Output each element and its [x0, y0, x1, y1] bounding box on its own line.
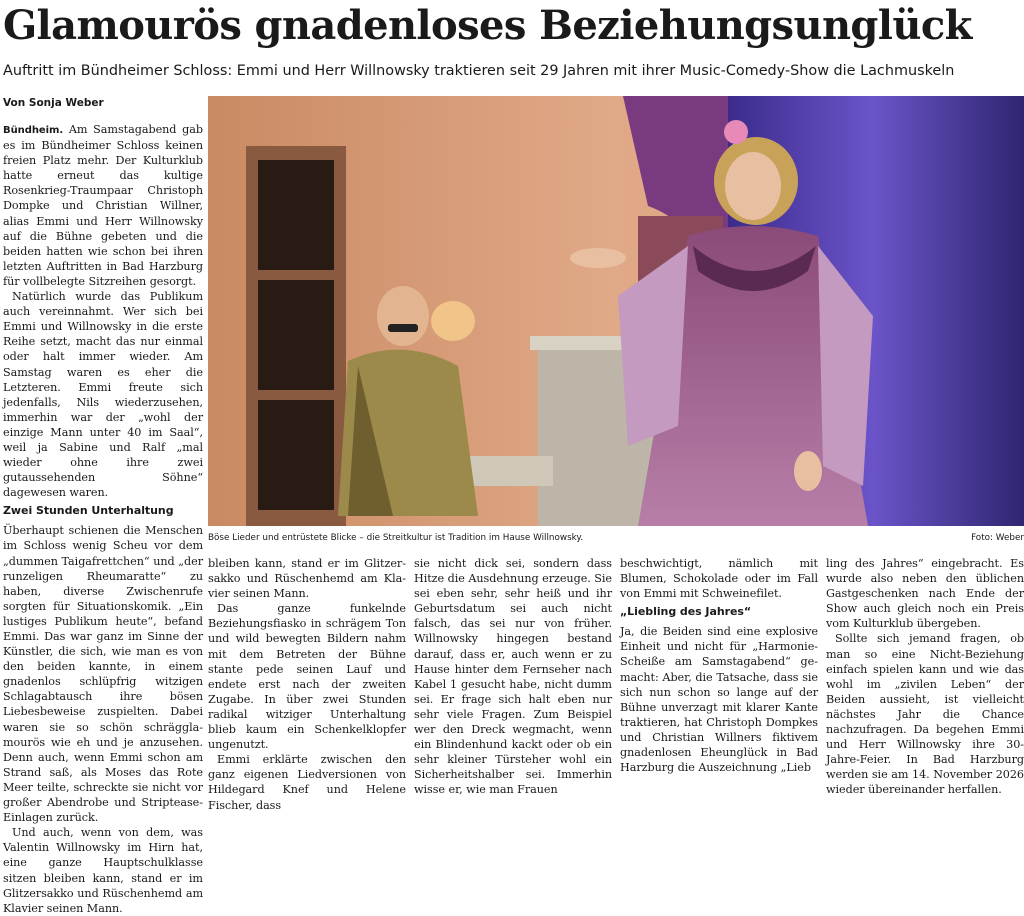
paragraph-4-continued: bleiben kann, stand er im Glitzersakko und Rüschenhemd am Klavier seinen Mann. [208, 557, 406, 601]
stage-photo-illustration [208, 96, 1024, 526]
subheading-zwei-stunden: Zwei Stunden Unterhaltung [3, 504, 174, 518]
text-column-4 [620, 556, 818, 775]
paragraph-1 [3, 122, 203, 289]
paragraph-4: Und auch, wenn von dem, was Valentin Willnowsky im Hirn hat, eine ganze Hauptschulklasse sitzen bleiben kann, stand er im Glitzersakko und Rüschenhemd am Klavier seinen Mann. [3, 826, 203, 915]
paragraph-6-continued: sie nicht dick sei, sondern dass Hitze die Ausdehnung erzeuge. Sie sei eben sehr, sehr heiß und ihr Geburtsdatum sei auch nicht falsch, das sei nur von früher. Willnowsky hingegen bestand darauf, dass er, auch wenn er zu Hause hinter dem Fernseher nach Kabel 1 gesucht habe, nicht dumm sei. Er frage sich halt eben nur sehr viele Fragen. Zum Beispiel wer den Dreck wegmacht, wenn ein Blindenhund kackt oder ob ein sehr kleiner Türsteher wohl ein Sicherheitshalber sei. Immerhin wisse er, wie man Frauen [414, 557, 612, 797]
paragraph-6-end: beschwichtigt, nämlich mit Blumen, Schokolade oder im Fall von Emmi mit Schweinefilet. [620, 557, 818, 601]
paragraph-1-text: Am Samstagabend gab es im Bündheimer Schloss keinen freien Platz mehr. Der Kulturklub hatte erneut das kultige Rosenkrieg-Traumpaar Christoph Dompke und Christian Willner, alias Emmi und Herr Willnowsky auf die Bühne gebeten und die beiden hatten wie schon bei ihren letzten Auftritten in Bad Harzburg für vollbelegte Sitzreihen gesorgt. [3, 123, 203, 288]
text-column-5 [826, 556, 1024, 797]
headline: Glamourös gnadenloses Beziehungsunglück [3, 2, 972, 49]
text-column-3 [414, 556, 612, 797]
byline: Von Sonja Weber [3, 97, 104, 109]
paragraph-3: Überhaupt schienen die Menschen im Schloss wenig Scheu vor dem „dummen Taigafrettchen“ und „der runzeligen Rheumaratte“ zu haben, diverse Zwischenrufe sorgten für Situationskomik. „Ein lustiges Publikum heute“, befand Emmi. Das war ganz im Sinne der Künstler, die sich, wie man es von den beiden kannte, in einem gnadenlos schlüpfrig witzigen Schlagabtausch ihre bösen Liebesbeweise zuspielten. Dabei waren sie so schön schräggla-mourös wie eh und je anzusehen. Denn auch, wenn Emmi schon am Strand saß, als Moses das Rote Meer teilte, schreckte sie nicht vor großer Abendrobe und Striptease-Einlagen zurück. [3, 524, 203, 825]
paragraph-7: Ja, die Beiden sind eine explosive Einheit und nicht für „Harmonie-Scheiße am Samstagabend“ gemacht: Aber, die Tatsache, dass sie sich nun schon so lange auf der Bühne unverzagt mit klarer Kante traktieren, hat Christoph Dompkes und Christian Willners fiktivem gnadenlosen Eheunglück in Bad Harzburg die Auszeichnung „Lieb [620, 625, 818, 775]
photo-credit: Foto: Weber [971, 533, 1024, 543]
paragraph-7-continued: ling des Jahres“ eingebracht. Es wurde also neben den üblichen Gastgeschenken nach Ende der Show auch gleich noch ein Preis vom Kulturklub übergeben. [826, 557, 1024, 631]
paragraph-8: Sollte sich jemand fragen, ob man so eine Nicht-Beziehung einfach spielen kann und wie das wohl im „zivilen Leben“ der Beiden aussieht, ist vielleicht nächstes Jahr die Chance nachzufragen. Da begehen Emmi und Herr Willnowsky ihre 30-Jahre-Feier. In Bad Harzburg werden sie am 14. November 2026 wieder übereinander herfallen. [826, 632, 1024, 797]
text-column-2 [208, 556, 406, 812]
subheadline: Auftritt im Bündheimer Schloss: Emmi und Herr Willnowsky traktieren seit 29 Jahren mit ihrer Music-Comedy-Show die Lachmuskeln [3, 63, 955, 79]
paragraph-6-start: Emmi erklärte zwischen den ganz eigenen Liedversionen von Hildegard Knef und Helene Fischer, dass [208, 753, 406, 812]
text-column-1 [3, 122, 203, 915]
paragraph-2: Natürlich wurde das Publikum auch vereinnahmt. Wer sich bei Emmi und Willnowsky in die erste Reihe setzt, macht das nur einmal oder halt immer wieder. Am Samstag waren es eher die Letzteren. Emmi freute sich jedenfalls, Nils wiederzusehen, immerhin war der „wohl der einzige Mann unter 40 im Saal“, weil ja Sabine und Ralf „mal wieder ohne ihre zwei gutaussehenden Söhne“ dagewesen waren. [3, 290, 203, 500]
photo-caption: Böse Lieder und entrüstete Blicke – die Streitkultur ist Tradition im Hause Willnowsky. [208, 533, 584, 543]
subheading-liebling: „Liebling des Jahres“ [620, 605, 752, 619]
dateline: Bündheim. [3, 125, 64, 136]
paragraph-5: Das ganze funkelnde Beziehungsfiasko in schrägem Ton und wild bewegten Bildern nahm mit dem Betreten der Bühne stante pede seinen Lauf und endete erst nach der zweiten Zugabe. In über zwei Stunden radikal witziger Unterhaltung blieb kaum ein Schenkelklopfer ungenutzt. [208, 602, 406, 752]
article-photo [208, 96, 1024, 526]
